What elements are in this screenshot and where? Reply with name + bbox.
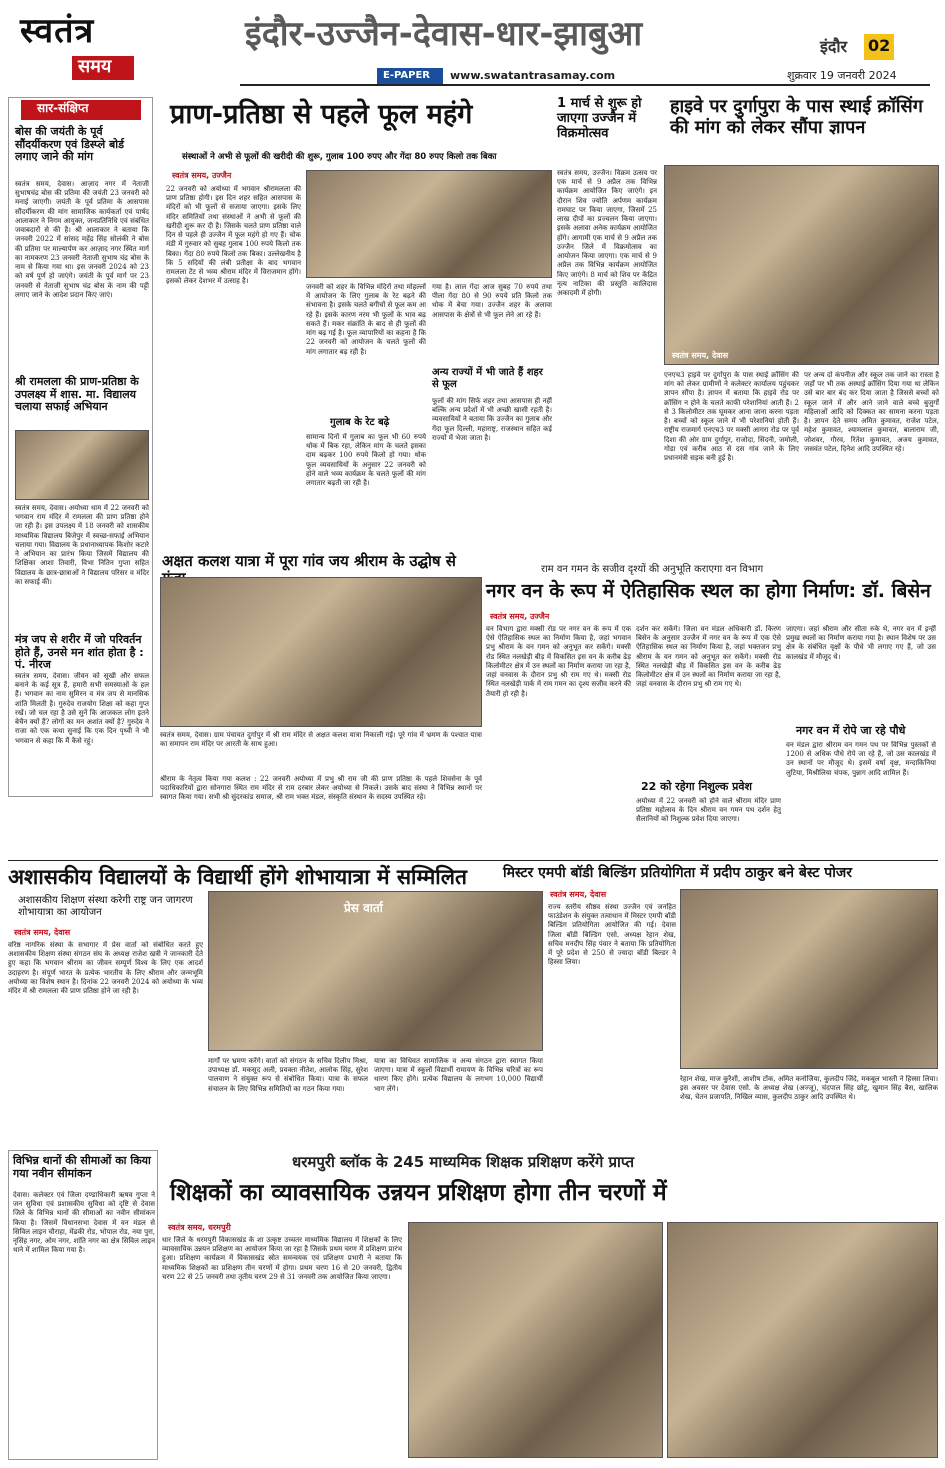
story7-byline: स्वतंत्र समय, देवास [550, 890, 607, 899]
story9-photo-right [667, 1222, 938, 1458]
sidebar-s2-photo [15, 430, 149, 500]
edition-cities: इंदौर-उज्जैन-देवास-धार-झाबुआ [245, 14, 643, 54]
story6-photo [208, 891, 543, 1051]
story2-headline: 1 मार्च से शुरू हो जाएगा उज्जैन में विक्रमोत्सव [557, 96, 642, 141]
story1-col3: गया है। लाल गेंदा आज सुबह 70 रुपये तथा पीला गेंदा 80 से 90 रुपये प्रति किलो तक थोक में बेचा गया। उज्जैन शहर के अलावा आसपास के क्षेत्रों से भी फूल लेने आ रहे हैं। [432, 283, 552, 319]
issue-date: शुक्रवार 19 जनवरी 2024 [787, 69, 897, 82]
story5-sub1: 22 को रहेगा निशुल्क प्रवेश [641, 780, 753, 793]
sidebar-section-tab [21, 100, 141, 120]
story-vikramotsav [555, 97, 660, 547]
story1-sub2-body: फूलों की मांग सिर्फ शहर तथा आसपास ही नहीं बल्कि अन्य प्रदेशों में भी अच्छी खासी रहती है। व्यवसायियों ने बताया कि उज्जैन का गुलाब और गेंदा फूल दिल्ली, महाराष्ट्र, राजस्थान सहित कई राज्यों में भेजा जाता है। [432, 397, 552, 442]
masthead [0, 0, 945, 90]
story6-headline: अशासकीय विद्यालयों के विद्यार्थी होंगे शोभायात्रा में सम्मिलित [8, 865, 467, 889]
story9-body: धार जिले के धरमपुरी विकासखंड के शा उत्कृष्ट उच्चतर माध्यमिक विद्यालय में शिक्षकों के लिए व्यावसायिक उन्नयन प्रशिक्षण का आयोजन किया जा रहा है जिसके प्रथम चरण में प्रशिक्षण प्रारंभ हुआ। प्रशिक्षण कार्यक्रम में विकासखंड स्रोत समन्वयक एवं प्रशिक्षण प्रभारी ने बताया कि माध्यमिक शिक्षकों का प्रशिक्षण तीन चरणों में होगा। प्रथम चरण 16 से 20 जनवरी, द्वितीय चरण 22 से 25 जनवरी तथा तृतीय चरण 29 से 31 जनवरी तक आयोजित किया जाएगा। [162, 1236, 402, 1281]
sidebar-s1-head: बोस की जयंती के पूर्व सौंदर्यीकरण एवं डिस्प्ले बोर्ड लगाए जाने की मांग [15, 125, 125, 164]
story3-headline: हाइवे पर दुर्गापुरा के पास स्थाई क्रॉसिंग की मांग को लेकर सौंपा ज्ञापन [670, 96, 923, 138]
city-label: इंदौर [820, 37, 848, 56]
story-kalash-yatra [160, 553, 482, 853]
story5-col1: वन विभाग द्वारा मक्सी रोड पर नगर वन के रूप में एक ऐसे ऐतिहासिक स्थल का निर्माण किया है, जहां भगवान प्रभु श्रीराम के वन गमन को अनुभूत कर सकेंगे। मक्सी रोड स्थित नलखेड़ी बीड़ में विकसित इस वन के करीब ढेड़ किलोमीटर क्षेत्र में उन स्थलों का निर्माण कराया जा रहा है, जहां वनवास के दौरान प्रभु श्री राम गए थे। मक्सी रोड स्थित नलखेड़ी पार्क में राम गमन का दृश्य सजीव करने की तैयारी हो रही है। [486, 625, 631, 698]
story5-sub2-body: वन मंडल द्वारा श्रीराम वन गमन पथ पर विभिन्न पुस्तकों से 1200 से अधिक पौधे रोपे जा रहे हैं, जो उस कालखंड में उन स्थानों पर मौजूद थे। इसमें वर्षा वृक्ष, मन्दाकिनिया लुटिया, मिश्रीलिया चंपक, पुन्नाग आदि शामिल हैं। [786, 741, 936, 777]
story4-photo [160, 577, 482, 727]
story-flowers [160, 97, 552, 547]
story7-body: राज्य स्तरीय सौष्ठव संस्था उज्जैन एवं जनहित फाउंडेशन के संयुक्त तत्वाधान में मिस्टर एमपी बॉडी बिल्डिंग प्रतियोगिता आयोजित की गई। देवास जिला बॉडी बिल्डिंग एसो. अध्यक्ष रेहान शेख, सचिव मनदीप सिंह पंवार ने बताया कि प्रतियोगिता में पूरे प्रदेश से 250 से ज्यादा बॉडी बिल्डर ने हिस्सा लिया। [548, 903, 676, 967]
story9-photo-left [408, 1222, 663, 1458]
story6-body: वरिष्ठ नागरिक संस्था के सभागार में प्रेस वार्ता को संबोधित करते हुए अशासकीय शिक्षण संस्था संगठन संघ के अध्यक्ष राजेश खत्री ने जानकारी देते हुए कहा कि भगवान श्रीराम का जीवन सम्पूर्ण विश्व के लिए एक आदर्श उदाहरण है। संपूर्ण भारत के प्रत्येक भारतीय के लिए श्रीराम और जन्मभूमि अयोध्या का विशेष स्थान है। दिनांक 22 जनवरी 2024 को अयोध्या के भव्य मंदिर में श्री रामलला की प्राण प्रतिष्ठा होने जा रही है। [8, 941, 203, 996]
story4-caption: स्वतंत्र समय, देवास। ग्राम पंचायत दुर्गापुर में श्री राम मंदिर से अक्षत कलश यात्रा निकाली गई। पूरे गांव में भ्रमण के पश्चात यात्रा का समापन राम मंदिर पर आरती के साथ हुआ। [160, 731, 482, 749]
story-crossing [664, 97, 939, 547]
epaper-label: E-PAPER [383, 70, 430, 81]
sidebar-s3-head: मंत्र जप से शरीर में जो परिवर्तन होते हैं, उनसे मन शांत होता है : पं. नीरज [15, 633, 144, 672]
story1-byline: स्वतंत्र समय, उज्जैन [172, 171, 232, 180]
sidebar-s2-body: स्वतंत्र समय, देवास। अयोध्या धाम में 22 जनवरी को भगवान राम मंदिर में रामलला की प्राण प्रतिष्ठा होने जा रही है। इस उपलक्ष्य में 18 जनवरी को शासकीय माध्यमिक विद्यालय बिजेपुर में स्वच्छ-सफाई अभियान चलाया गया। विद्यालय के प्रधानाध्यापक किशोर कटारे ने अभियान का प्रारंभ किया जिसमें विद्यालय की शिक्षिका आशा तिवारी, विभा नितिन गुप्ता सहित विद्यालय के छात्र-छात्राओं ने विद्यालय परिसर व मंदिर का सफाई की। [15, 504, 149, 586]
page-number: 02 [868, 36, 891, 55]
logo-bottom: समय [78, 56, 112, 77]
story6-photo-label: प्रेस वार्ता [344, 901, 383, 915]
story-police-boundary [8, 1150, 158, 1460]
story1-sub1: गुलाब के रेट बढ़े [330, 417, 390, 428]
sidebar-s1-body: स्वतंत्र समय, देवास। आज़ाद नगर में नेताजी सुभाषचंद्र बोस की प्रतिमा की जयंती 23 जनवरी को मनाई जाएगी। जयंती के पूर्व प्रतिमा के आसपास सौंदर्यीकरण की मांग सामाजिक कार्यकर्ता एवं पार्षद आलाकार ने निगम आयुक्त, जनप्रतिनिधि एवं संबंधित जवाबदारों से की है। श्री आलाकार ने बताया कि जनवरी 2022 में सांसद महेंद्र सिंह सोलंकी ने बोस की प्रतिमा पर माल्यार्पण कर आज़ाद नगर स्थित मार्ग का नामकरण 23 जनवरी नेताजी सुभाष चंद्र बोस के नाम से किया गया था। इस जनवरी 2024 को 23 को वर्ष पूर्ण हो जाएंगे। जयंती के पूर्व मार्ग पर 23 जनवरी से नेताजी सुभाष चंद्र बोस के नाम की पट्टी लगाए जाने के आदेश प्रदान किए जाएं। [15, 180, 149, 299]
masthead-rule [240, 84, 930, 86]
story6-deck: अशासकीय शिक्षण संस्था करेगी राष्ट्र जन जागरण शोभायात्रा का आयोजन [18, 895, 193, 918]
logo-bottom-box [72, 56, 134, 80]
story5-kicker: राम वन गमन के सजीव दृश्यों की अनुभूति कराएगा वन विभाग [541, 564, 764, 575]
story4-headline: अक्षत कलश यात्रा में पूरा गांव जय श्रीराम के उद्घोष से [162, 552, 456, 570]
story2-body: स्वतंत्र समय, उज्जैन। विक्रम उत्सव पर एक मार्च से 9 अप्रैल तक विभिन्न कार्यक्रम आयोजित किए जाएंगे। इन दौरान शिव ज्योति अर्पणम कार्यक्रम रामघाट पर किया जाएगा, जिसमें 25 लाख दीपों का प्रज्वलन किया जाएगा। इसके अलावा अनेक कार्यक्रम आयोजित होंगे। आगामी एक मार्च से 9 अप्रैल तक उज्जैन जिले में विक्रमोत्सव का आयोजन किया जाएगा। एक मार्च से 9 अप्रैल तक विभिन्न कार्यक्रम आयोजित किए जाएंगे। 8 मार्च को शिव पर केंद्रित नृत्य नाटिका की प्रस्तुति कालिदास अकादमी में होगी। [557, 169, 657, 298]
logo [20, 12, 150, 82]
story-bodybuilding [503, 865, 938, 1145]
story7-col2: रेहान शेख, माज कुरैशी, आशीष टोंक, अमित कनोजिया, कुलदीप जिंदे, मकबूल भास्ती ने हिस्सा लिया। इस अवसर पर देवास एसो. के अध्यक्ष शेख (अज्जू), चंदपाल सिंह छोटू, खुमान सिंह बैस, खालिक शेख, चेतन प्रजापति, निखिल व्यास, कुलदीप ठाकुर आदि उपस्थित थे। [680, 1075, 938, 1102]
story8-body: देवास। कलेक्टर एवं जिला दण्डाधिकारी ऋषव गुप्ता ने जन सुविधा एवं प्रशासकीय सुविधा को दृष्टि से देवास जिले के विभिन्न थानों की सीमाओं का नवीन सीमांकन किया है। जिसमें विधानसभा देवास में वन मंडल से सिविल लाइन चौराहा, मेंढकी रोड, भोपाल रोड, नया पुरा, नृसिंह नगर, ओम नगर, शांति नगर का क्षेत्र सिविल लाइन थाने में शामिल किया गया है। [13, 1191, 155, 1255]
story3-photo [664, 165, 939, 365]
story9-headline: शिक्षकों का व्यावसायिक उन्नयन प्रशिक्षण होगा तीन चरणों में [170, 1180, 667, 1206]
story1-col1: 22 जनवरी को अयोध्या में भगवान श्रीरामलला की प्राण प्रतिष्ठा होगी। इस दिन शहर सहित आसपास के मंदिरों को भी फूलों से सजाया जाएगा। इसके लिए मंदिर समितियों तथा संस्थाओं ने अभी से फूलों की खरीदी शुरू कर दी है। जिसके चलते प्राण प्रतिष्ठा वाले दिन से पहले ही उज्जैन में फूल महंगे हो गए हैं। चोक मंडी में गुरुवार को सुबह गुलाब 100 रुपये किलो तक बिका। गेंदा 80 रुपये किलो तक बिका। उल्लेखनीय है कि 5 सदियों की लंबी प्रतीक्षा के बाद भगवान रामलला टेंट से भव्य श्रीराम मंदिर में विराजमान होंगे। इसको लेकर देशभर में उत्साह है। [166, 185, 301, 286]
story1-col2: जनवरी को शहर के विभिन्न मंदिरों तथा मोहल्लों में आयोजन के लिए गुलाब के रेट बढ़ने की संभावना है। इसके चलते बगीचों से फूल कम आ रहे हैं। इसके कारण नरम भी फूलों के भाव बढ़ सकते हैं। मकर संक्रांति के बाद से ही फूलों की मांग बढ़ गई है। फूल व्यापारियों का कहना है कि 22 जनवरी को आयोजन के चलते फूलों की मांग लगातार बढ़ रही है। [306, 283, 426, 356]
sidebar-section-label: सार-संक्षिप्त [37, 101, 89, 115]
story5-byline: स्वतंत्र समय, उज्जैन [490, 612, 550, 621]
story7-headline: मिस्टर एमपी बॉडी बिल्डिंग प्रतियोगिता में प्रदीप ठाकुर बने बेस्ट पोजर [503, 865, 852, 881]
story3-byline: स्वतंत्र समय, देवास [672, 351, 729, 360]
story9-kicker: धरमपुरी ब्लॉक के 245 माध्यमिक शिक्षक प्रशिक्षण करेंगे प्राप्त [292, 1153, 635, 1171]
story7-photo [680, 889, 938, 1069]
story1-deck: संस्थाओं ने अभी से फूलों की खरीदी की शुरू, गुलाब 100 रुपए और गेंदा 80 रुपए किलो तक बिका [182, 152, 497, 162]
story3-body2: पर अन्य दो कंपनीज और स्कूल तक जाने का रास्ता है जहाँ पर भी तक अस्थाई क्रॉसिंग दिया गया था लेकिन उसे बार बार बंद कर दिया जाता है जिससे बच्चों को स्कूल जाने में और आने जाने वाले बच्चे बुजुर्गों महिलाओं आदि को दिक्कत का सामना करना पड़ता है। ज्ञापन देते समय अमित कुमावत, राजेश पटेल, महेश कुमावत, श्यामलाल कुमावत, बालाराम जी, जोशवर, गौरव, रितेश कुमावत, अजय कुमावत, जसवंत पटेल, दिनेश आदि उपस्थित रहे। [804, 371, 939, 453]
story1-photo [306, 170, 552, 278]
website-link[interactable]: www.swatantrasamay.com [450, 69, 616, 82]
story1-sub1-body: सामान्य दिनों में गुलाब का फूल भी 60 रुपये थोक में बिक रहा, लेकिन मांग के चलते इसका दाम बढ़कर 100 रुपये किलो हो गया। थोक फूल व्यवसायियों के अनुसार 22 जनवरी को होने वाले भव्य कार्यक्रम के चलते फूलों की मांग लगातार बढ़ती जा रही है। [306, 433, 426, 488]
story5-sub1-body: अयोध्या में 22 जनवरी को होने वाले श्रीराम मंदिर प्राण प्रतिष्ठा महोत्सव के दिन श्रीराम वन गमन पथ दर्शन हेतु सैलानियों को निशुल्क प्रवेश दिया जाएगा। [636, 797, 781, 824]
story5-headline: नगर वन के रूप में ऐतिहासिक स्थल का होगा निर्माण: डॉ. बिसेन [486, 580, 931, 602]
logo-top: स्वतंत्र [20, 11, 95, 51]
section-divider-1 [8, 860, 938, 861]
story6-col3: यात्रा का विधिवत सामाजिक व अन्य संगठन द्वारा स्वागत किया जाएगा। यात्रा में स्कूलों विद्यार्थी रामायण के विभिन्न चरित्रों का रूप धारण किए होंगे। प्रत्येक विद्यालय के लगभग 10,000 विद्यार्थी भाग लेंगे। [374, 1057, 543, 1093]
story1-sub2: अन्य राज्यों में भी जाते हैं शहर से फूल [432, 367, 543, 390]
page-number-badge [864, 34, 894, 60]
story6-col2: मार्गों पर भ्रमण करेंगे। वार्ता को संगठन के सचिव दिलीप मिश्रा, उपाध्यक्ष डॉ. मकसूद अली, प्रवक्ता नीतेश, आलोक सिंह, सुरेश पालवाण ने संयुक्त रूप से संबोधित किया। यात्रा के सफल संचालन के लिए विभिन्न समितियों का गठन किया गया। [208, 1057, 368, 1093]
epaper-badge [377, 68, 443, 84]
story4-body: श्रीराम के नेतृत्व किया गया कलश : 22 जनवरी अयोध्या में प्रभु श्री राम जी की प्राण प्रतिष्ठा के पहले शिवसेना के पूर्व पदाधिकारियों द्वारा सोनगारा स्थित राम मंदिर से राम दरबार लेकर अयोध्या से निकले। उसके बाद संस्था ने विभिन्न स्थानों पर स्वागत किया गया। सभी श्री सुंदरकांड समाज, श्री राम भक्त मंडल, संस्कृति संस्थान के सदस्य उपस्थित रहे। [160, 775, 482, 802]
sidebar-s2-head: श्री रामलला की प्राण-प्रतिष्ठा के उपलक्ष्य में शास. मा. विद्यालय चलाया सफाई अभियान [15, 375, 139, 414]
story3-body: एनएच3 हाइवे पर दुर्गापुरा के पास स्थाई क्रॉसिंग की मांग को लेकर ग्रामीणों ने कलेक्टर कार्यालय पहुंचकर ज्ञापन सौंपा है। ज्ञापन में बताया कि हाइवे रोड पर क्रॉसिंग न होने के चलते काफी परेशानियां आती हैं। 2 से 3 किलोमीटर तक घूमकर आना जाना करना पड़ता है। बच्चों को स्कूल जाने में भी परेशानियां होती हैं। राष्ट्रीय राजमार्ग एनएच3 पर मक्सी आगरा रोड पर पूर्व दिशा की ओर ग्राम दुर्गापुर, राजोदा, सिंदनी, जमोली, गोडा एवं करीब आठ से दस गांव जाने के लिए प्रधानमंत्री सड़क बनी हुई है। [664, 371, 799, 463]
story9-byline: स्वतंत्र समय, धरमपुरी [168, 1223, 231, 1232]
sidebar [8, 97, 153, 797]
story-teacher-training [162, 1150, 938, 1462]
story5-sub2: नगर वन में रोपे जा रहे पौधे [796, 724, 906, 737]
story6-byline: स्वतंत्र समय, देवास [14, 928, 71, 937]
story8-headline: विभिन्न थानों की सीमाओं का किया गया नवीन सीमांकन [13, 1154, 151, 1180]
story1-headline: प्राण-प्रतिष्ठा से पहले फूल महंगे [170, 99, 473, 130]
story-nagar-van [486, 557, 941, 857]
story5-col3: जाएगा। जहां श्रीराम और सीता रुके थे, नगर वन में इन्हीं प्रमुख स्थलों का निर्माण कराया गया है। स्थान विशेष पर उस क्षेत्र के संबंधित वृक्षों के पौधे भी लगाए गए हैं, जो उस कालखंड में मौजूद थे। [786, 625, 936, 661]
story5-col2: दर्शन कर सकेंगे। जिला वन मंडल अधिकारी डॉ. किरण बिसेन के अनुसार उज्जैन में नगर वन के रूप में एक ऐसे ऐतिहासिक स्थल का निर्माण किया है, जहां भक्तजन प्रभु श्रीराम के वन गमन को अनुभूत कर सकेंगे। मक्सी रोड स्थित नलखेड़ी बीड़ में विकसित इस वन के करीब ढेड़ किलोमीटर क्षेत्र में उन स्थलों का निर्माण कराया जा रहा है, जहां वनवास के दौरान प्रभु श्री राम गए थे। [636, 625, 781, 689]
sidebar-s3-body: स्वतंत्र समय, देवास। जीवन को सूखी और सफल बनाने के कई सूत्र हैं, हमारी सभी समस्याओं के हल हैं। भगवान का नाम सुमिरन व मंत्र जप से मानसिक शांति मिलती है। गुरुदेव राजयोग शिक्षा को कहा गुप्त रखें। जो चल रहा है उसे सुनें कि आजकल लोग इतने बेचैन क्यों हैं? लोगों का मन अशांत क्यों है? गुरुदेव ने राजा को एक कथा सुनाई कि एक दिन पृथ्वी ने भी भगवान से कहा कि मैं कैसे रहूं। [15, 672, 149, 745]
